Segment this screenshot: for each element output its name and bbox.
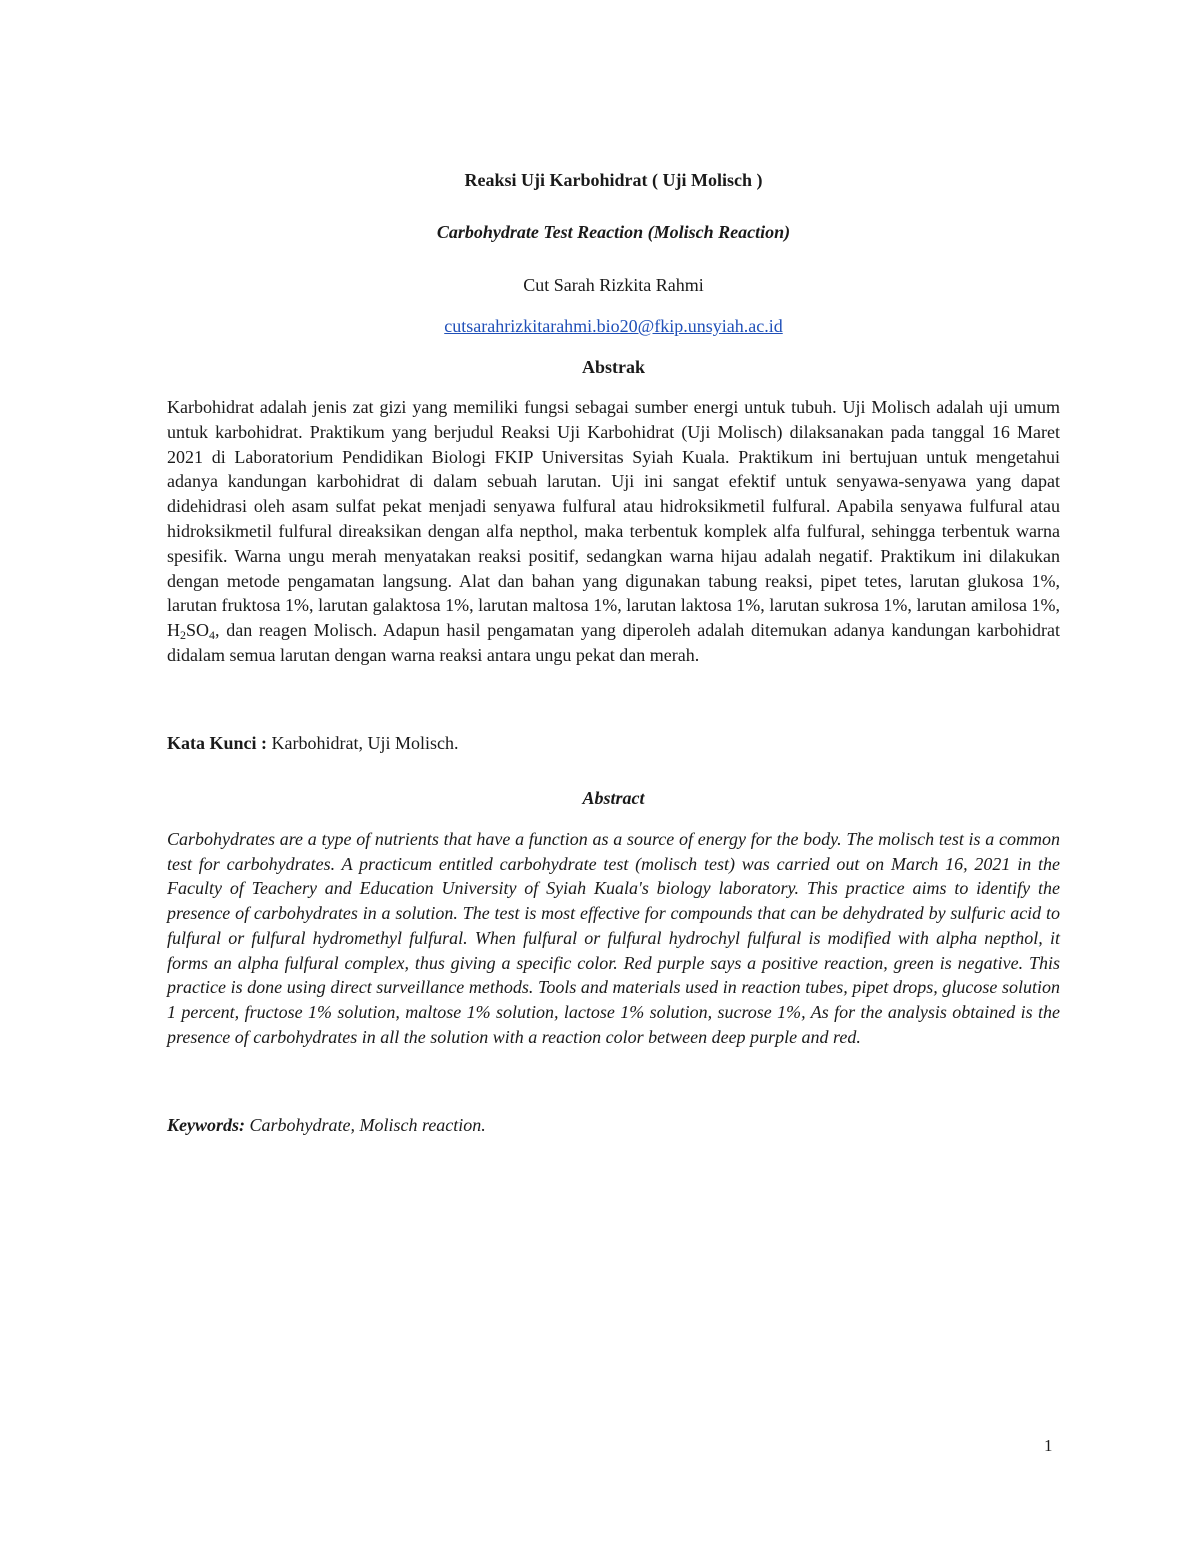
kata-kunci-label: Kata Kunci : [167,733,268,753]
abstract-body: Carbohydrates are a type of nutrients that have a function as a source of energy for the body. The molisch test is a common test for carbohydrates. A practicum entitled carbohydrate test (molisch test) was carried out on March 16, 2021 in the Faculty of Teachery and Education University of Syiah Kuala's biology laboratory. This practice aims to identify the presence of carbohydrates in a solution. The test is most effective for compounds that can be dehydrated by sulfuric acid to fulfural or fulfural hydromethyl fulfural. When fulfural or fulfural hydrochyl fulfural is modified with alpha nepthol, it forms an alpha fulfural complex, thus giving a specific color. Red purple says a positive reaction, green is negative. This practice is done using direct surveillance methods. Tools and materials used in reaction tubes, pipet drops, glucose solution 1 percent, fructose 1% solution, maltose 1% solution, lactose 1% solution, sucrose 1%, As for the analysis obtained is the presence of carbohydrates in all the solution with a reaction color between deep purple and red. [167,829,1060,1047]
kata-kunci [167,733,1060,754]
keywords-label: Keywords: [167,1115,245,1135]
paper-title: Reaksi Uji Karbohidrat ( Uji Molisch ) [464,170,763,190]
abstrak-text-part1: Karbohidrat adalah jenis zat gizi yang memiliki fungsi sebagai sumber energi untuk tubuh. Uji Molisch adalah uji umum untuk karbohidrat. Praktikum yang berjudul Reaksi Uji Karbohidrat (Uji Molisch) dilaksanakan pada tanggal 16 Maret 2021 di Laboratorium Pendidikan Biologi FKIP Universitas Syiah Kuala. Praktikum ini bertujuan untuk mengetahui adanya kandungan karbohidrat di dalam sebuah larutan. Uji ini sangat efektif untuk senyawa-senyawa yang dapat didehidrasi oleh asam sulfat pekat menjadi senyawa fulfural atau hidroksikmetil fulfural. Apabila senyawa fulfural atau hidroksikmetil fulfural direaksikan dengan alfa nepthol, maka terbentuk komplek alfa fulfural, sehingga terbentuk warna spesifik. Warna ungu merah menyatakan reaksi positif, sedangkan warna hijau adalah negatif. Praktikum ini dilakukan dengan metode pengamatan langsung. Alat dan bahan yang digunakan tabung reaksi, pipet tetes, larutan glukosa 1%, larutan fruktosa 1%, larutan galaktosa 1%, larutan maltosa 1%, larutan laktosa 1%, larutan sukrosa 1%, larutan amilosa 1%, H [167,397,1060,641]
abstract-heading: Abstract [582,788,645,808]
author-name: Cut Sarah Rizkita Rahmi [523,275,704,295]
abstrak-heading: Abstrak [581,357,645,377]
keywords-value: Carbohydrate, Molisch reaction. [245,1115,486,1135]
abstrak-text-part2: SO [186,620,210,641]
author-email [167,316,1060,337]
subscript-2: 2 [180,628,186,643]
abstrak-body [167,395,1060,668]
abstrak-text-part3: , dan reagen Molisch. Adapun hasil pengamatan yang diperoleh adalah ditemukan adanya kandungan karbohidrat didalam semua larutan dengan warna reaksi antara ungu pekat dan merah. [167,620,1060,665]
email-link[interactable]: cutsarahrizkitarahmi.bio20@fkip.unsyiah.ac.id [444,316,783,336]
page-number: 1 [1044,1436,1053,1455]
keywords [167,1115,1060,1136]
subscript-4: 4 [209,628,216,643]
kata-kunci-value: Karbohidrat, Uji Molisch. [267,733,459,753]
paper-subtitle: Carbohydrate Test Reaction (Molisch Reaction) [436,222,791,242]
